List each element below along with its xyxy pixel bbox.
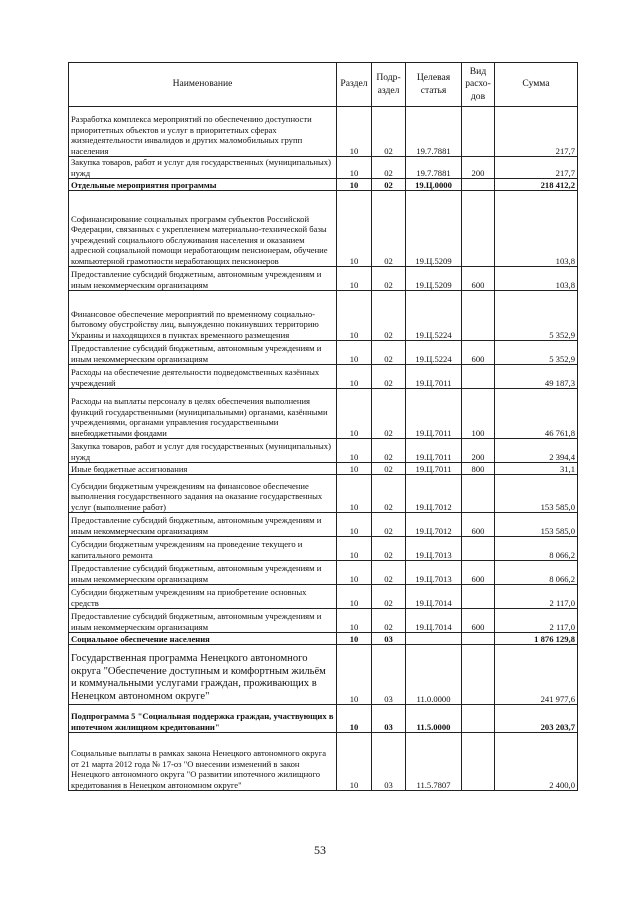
- row-section: 10: [337, 733, 372, 791]
- row-subsection: 02: [372, 609, 406, 633]
- row-subsection: 02: [372, 463, 406, 475]
- budget-table: [68, 62, 578, 791]
- row-name: Закупка товаров, работ и услуг для государственных (муниципальных) нужд: [69, 157, 337, 179]
- table-row: [69, 633, 578, 645]
- row-sum: 5 352,9: [495, 291, 578, 341]
- table-row: [69, 733, 578, 791]
- row-expense-type: 600: [462, 561, 495, 585]
- row-name: Предоставление субсидий бюджетным, автономным учреждениям и иным некоммерческим организациям: [69, 609, 337, 633]
- header-section: Раздел: [337, 63, 372, 107]
- page-number: 53: [314, 843, 326, 857]
- row-name: Расходы на выплаты персоналу в целях обеспечения выполнения функций государственными (муниципальными) органами, казёнными учреждениями, органами управления государственными внебюджетными фондами: [69, 389, 337, 439]
- table-row: [69, 267, 578, 291]
- row-section: 10: [337, 633, 372, 645]
- row-name: Социальное обеспечение населения: [69, 633, 337, 645]
- row-section: 10: [337, 107, 372, 157]
- row-subsection: 02: [372, 475, 406, 513]
- row-target: 19.7.7881: [406, 157, 462, 179]
- row-expense-type: [462, 645, 495, 705]
- row-subsection: 02: [372, 267, 406, 291]
- row-section: 10: [337, 389, 372, 439]
- header-target: Целевая статья: [406, 63, 462, 107]
- row-sum: 103,8: [495, 267, 578, 291]
- row-subsection: 02: [372, 179, 406, 191]
- row-section: 10: [337, 609, 372, 633]
- table-row: [69, 389, 578, 439]
- row-sum: 217,7: [495, 157, 578, 179]
- row-expense-type: [462, 191, 495, 267]
- row-name: Субсидии бюджетным учреждениям на приобретение основных средств: [69, 585, 337, 609]
- row-sum: 217,7: [495, 107, 578, 157]
- row-section: 10: [337, 463, 372, 475]
- row-target: 19.Ц.7014: [406, 609, 462, 633]
- row-sum: 241 977,6: [495, 645, 578, 705]
- row-name: Социальные выплаты в рамках закона Ненецкого автономного округа от 21 марта 2012 года № 17-оз "О внесении изменений в закон Ненецкого автономного округа "О развитии ипотечного жилищного кредитования в Ненецком автономном округе": [69, 733, 337, 791]
- table-row: [69, 157, 578, 179]
- row-target: 11.0.0000: [406, 645, 462, 705]
- row-expense-type: 200: [462, 439, 495, 463]
- header-expense-type: Вид расходов: [462, 63, 495, 107]
- row-target: 19.Ц.7011: [406, 365, 462, 389]
- row-subsection: 02: [372, 291, 406, 341]
- row-sum: 46 761,8: [495, 389, 578, 439]
- row-target: 19.Ц.7013: [406, 561, 462, 585]
- row-target: 19.Ц.5209: [406, 191, 462, 267]
- row-name: Иные бюджетные ассигнования: [69, 463, 337, 475]
- row-subsection: 03: [372, 733, 406, 791]
- row-subsection: 02: [372, 365, 406, 389]
- row-subsection: 03: [372, 705, 406, 733]
- row-target: 19.Ц.5224: [406, 341, 462, 365]
- row-subsection: 02: [372, 107, 406, 157]
- row-sum: 2 117,0: [495, 609, 578, 633]
- row-expense-type: 600: [462, 267, 495, 291]
- row-section: 10: [337, 191, 372, 267]
- row-section: 10: [337, 157, 372, 179]
- row-section: 10: [337, 365, 372, 389]
- row-subsection: 02: [372, 389, 406, 439]
- row-expense-type: [462, 179, 495, 191]
- table-row: [69, 341, 578, 365]
- header-subsection: Подраздел: [372, 63, 406, 107]
- row-subsection: 02: [372, 341, 406, 365]
- row-subsection: 02: [372, 585, 406, 609]
- row-expense-type: [462, 475, 495, 513]
- row-name: Субсидии бюджетным учреждениям на проведение текущего и капитального ремонта: [69, 537, 337, 561]
- row-expense-type: 200: [462, 157, 495, 179]
- table-row: [69, 179, 578, 191]
- table-row: [69, 561, 578, 585]
- row-expense-type: 600: [462, 341, 495, 365]
- row-name: Софинансирование социальных программ субъектов Российской Федерации, связанных с укреплением материально-технической базы учреждений социального обслуживания населения и оказанием адресной социальной помощи неработающим пенсионерам, обучение компьютерной грамотности неработающих пенсионеров: [69, 191, 337, 267]
- row-target: 19.Ц.7013: [406, 537, 462, 561]
- row-expense-type: [462, 733, 495, 791]
- row-sum: 8 066,2: [495, 561, 578, 585]
- row-name: Предоставление субсидий бюджетным, автономным учреждениям и иным некоммерческим организациям: [69, 561, 337, 585]
- row-expense-type: [462, 537, 495, 561]
- table-row: [69, 463, 578, 475]
- row-name: Предоставление субсидий бюджетным, автономным учреждениям и иным некоммерческим организациям: [69, 341, 337, 365]
- row-target: 19.Ц.7012: [406, 475, 462, 513]
- row-expense-type: [462, 633, 495, 645]
- row-sum: 1 876 129,8: [495, 633, 578, 645]
- table-row: [69, 705, 578, 733]
- row-expense-type: [462, 585, 495, 609]
- row-sum: 153 585,0: [495, 513, 578, 537]
- row-target: 11.5.0000: [406, 705, 462, 733]
- row-sum: 2 117,0: [495, 585, 578, 609]
- row-target: 19.Ц.5224: [406, 291, 462, 341]
- row-name: Предоставление субсидий бюджетным, автономным учреждениям и иным некоммерческим организациям: [69, 267, 337, 291]
- row-target: 19.Ц.7011: [406, 439, 462, 463]
- row-section: 10: [337, 513, 372, 537]
- table-header-row: [69, 63, 578, 107]
- row-sum: 8 066,2: [495, 537, 578, 561]
- row-sum: 2 394,4: [495, 439, 578, 463]
- row-subsection: 02: [372, 191, 406, 267]
- row-subsection: 02: [372, 157, 406, 179]
- table-row: [69, 609, 578, 633]
- row-section: 10: [337, 645, 372, 705]
- row-name: Разработка комплекса мероприятий по обеспечению доступности приоритетных объектов и услуг в приоритетных сферах жизнедеятельности инвалидов и других маломобильных групп населения: [69, 107, 337, 157]
- table-row: [69, 107, 578, 157]
- table-row: [69, 585, 578, 609]
- row-name: Субсидии бюджетным учреждениям на финансовое обеспечение выполнения государственного задания на оказание государственных услуг (выполнение работ): [69, 475, 337, 513]
- row-section: 10: [337, 705, 372, 733]
- row-sum: 31,1: [495, 463, 578, 475]
- row-name: Закупка товаров, работ и услуг для государственных (муниципальных) нужд: [69, 439, 337, 463]
- row-expense-type: [462, 365, 495, 389]
- table-row: [69, 191, 578, 267]
- row-section: 10: [337, 561, 372, 585]
- row-target: 19.Ц.7014: [406, 585, 462, 609]
- row-sum: 2 400,0: [495, 733, 578, 791]
- row-subsection: 02: [372, 439, 406, 463]
- table-row: [69, 645, 578, 705]
- row-target: 19.Ц.0000: [406, 179, 462, 191]
- table-row: [69, 291, 578, 341]
- row-section: 10: [337, 341, 372, 365]
- row-sum: 49 187,3: [495, 365, 578, 389]
- row-section: 10: [337, 179, 372, 191]
- row-subsection: 03: [372, 645, 406, 705]
- row-subsection: 02: [372, 561, 406, 585]
- row-name: Расходы на обеспечение деятельности подведомственных казённых учреждений: [69, 365, 337, 389]
- row-section: 10: [337, 585, 372, 609]
- row-sum: 153 585,0: [495, 475, 578, 513]
- row-sum: 203 203,7: [495, 705, 578, 733]
- row-section: 10: [337, 475, 372, 513]
- row-expense-type: 600: [462, 609, 495, 633]
- row-target: 19.Ц.7011: [406, 463, 462, 475]
- row-name: Отдельные мероприятия программы: [69, 179, 337, 191]
- row-expense-type: [462, 291, 495, 341]
- table-body: [69, 107, 578, 791]
- row-target: 19.Ц.7011: [406, 389, 462, 439]
- row-sum: 5 352,9: [495, 341, 578, 365]
- row-target: 19.Ц.7012: [406, 513, 462, 537]
- row-expense-type: 600: [462, 513, 495, 537]
- table-row: [69, 439, 578, 463]
- row-expense-type: [462, 107, 495, 157]
- row-target: [406, 633, 462, 645]
- row-sum: 218 412,2: [495, 179, 578, 191]
- table-row: [69, 365, 578, 389]
- row-name: Предоставление субсидий бюджетным, автономным учреждениям и иным некоммерческим организациям: [69, 513, 337, 537]
- row-target: 19.7.7881: [406, 107, 462, 157]
- table-row: [69, 475, 578, 513]
- row-target: 11.5.7807: [406, 733, 462, 791]
- row-sum: 103,8: [495, 191, 578, 267]
- header-sum: Сумма: [495, 63, 578, 107]
- row-subsection: 02: [372, 537, 406, 561]
- row-name: Государственная программа Ненецкого автономного округа "Обеспечение доступным и комфортным жильём и коммунальными услугами граждан, проживающих в Ненецком автономном округе": [69, 645, 337, 705]
- row-expense-type: 100: [462, 389, 495, 439]
- row-expense-type: [462, 705, 495, 733]
- row-name: Финансовое обеспечение мероприятий по временному социально-бытовому обустройству лиц, вынужденно покинувших территорию Украины и находящихся в пунктах временного размещения: [69, 291, 337, 341]
- row-expense-type: 800: [462, 463, 495, 475]
- table-row: [69, 537, 578, 561]
- row-section: 10: [337, 439, 372, 463]
- row-target: 19.Ц.5209: [406, 267, 462, 291]
- row-section: 10: [337, 537, 372, 561]
- row-subsection: 02: [372, 513, 406, 537]
- row-subsection: 03: [372, 633, 406, 645]
- row-section: 10: [337, 291, 372, 341]
- table-row: [69, 513, 578, 537]
- row-section: 10: [337, 267, 372, 291]
- row-name: Подпрограмма 5 "Социальная поддержка граждан, участвующих в ипотечном жилищном кредитовании": [69, 705, 337, 733]
- header-name: Наименование: [69, 63, 337, 107]
